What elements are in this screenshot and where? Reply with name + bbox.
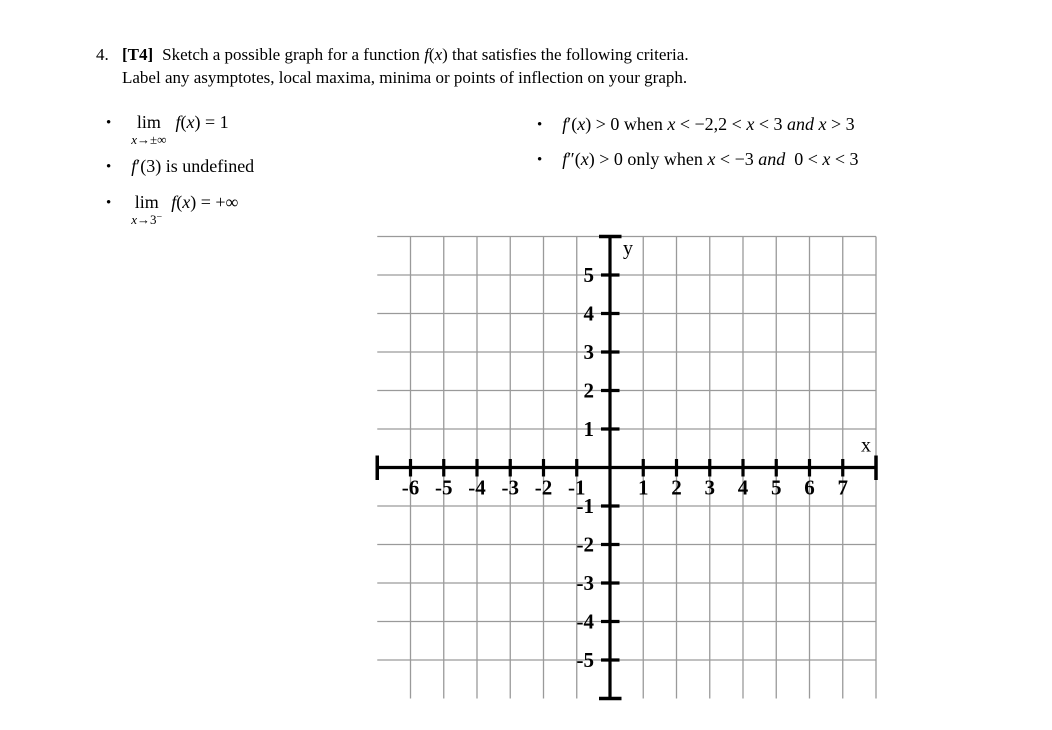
math-text: →±∞ <box>137 132 167 147</box>
math-italic-text: x <box>434 45 443 64</box>
math-text: − <box>156 212 163 223</box>
math-italic-text: and <box>786 114 814 134</box>
y-tick-label: -4 <box>576 609 594 634</box>
x-tick-label: 7 <box>837 475 848 500</box>
x-axis-letter: x <box>861 434 872 457</box>
math-text: ′( <box>567 114 578 134</box>
problem-line-1-text <box>162 45 688 64</box>
x-tick-label: 1 <box>638 475 649 500</box>
math-italic-text: x <box>822 149 831 169</box>
lim-subscript <box>131 133 166 146</box>
math-italic-text: x <box>746 114 755 134</box>
lim-text: lim <box>134 192 159 212</box>
bullet-icon: • <box>537 117 543 133</box>
math-italic-text: x <box>667 114 676 134</box>
problem-number: 4. <box>96 45 109 64</box>
y-tick-label: 4 <box>583 301 594 326</box>
y-tick-label: -2 <box>576 532 594 557</box>
problem-line-2: Label any asymptotes, local maxima, minima or points of inflection on your graph. <box>122 67 688 87</box>
math-italic-text: x <box>182 192 191 212</box>
math-italic-text: x <box>186 112 195 132</box>
math-italic-text: x <box>580 149 589 169</box>
problem-tag: [T4] <box>122 45 154 64</box>
math-text: →3 <box>137 212 157 227</box>
math-text: ) that satisfies the following criteria. <box>442 45 689 64</box>
x-tick-label: -3 <box>501 475 519 500</box>
y-tick-label: 3 <box>583 340 594 364</box>
math-text: < 3 <box>830 149 859 169</box>
math-text: ′(3) is undefined <box>136 156 255 176</box>
y-tick-label: -1 <box>576 494 594 518</box>
math-italic-text: f <box>171 192 177 212</box>
x-tick-label: -2 <box>534 475 553 500</box>
problem-line-1 <box>122 44 842 67</box>
math-italic-text: f <box>424 45 429 64</box>
bullet-icon: • <box>106 159 112 175</box>
math-text: ) = 1 <box>194 112 229 132</box>
math-text: < −3 <box>715 149 759 169</box>
x-tick-label: 6 <box>804 475 815 500</box>
problem-statement <box>122 44 842 89</box>
math-text: ) = +∞ <box>190 192 239 212</box>
math-text: ) > 0 only when <box>588 149 708 169</box>
math-text: ( <box>428 45 435 64</box>
math-text: ( <box>180 112 187 132</box>
bullet-icon: • <box>106 115 112 131</box>
x-tick-label: -4 <box>468 475 486 500</box>
criterion-item <box>106 112 229 146</box>
limit-operator <box>131 193 162 226</box>
criterion-expression <box>131 156 254 176</box>
criterion-expression <box>175 112 228 132</box>
math-text: ) > 0 when <box>585 114 668 134</box>
math-text: Sketch a possible graph for a function <box>162 45 425 64</box>
math-italic-text: x <box>131 212 138 227</box>
criterion-expression <box>171 192 238 212</box>
math-text: > 3 <box>826 114 855 134</box>
lim-text: lim <box>136 112 161 132</box>
criterion-item <box>106 192 238 226</box>
math-italic-text: and <box>758 149 786 169</box>
y-tick-label: -3 <box>576 571 594 595</box>
bullet-icon: • <box>537 152 543 168</box>
y-tick-label: 1 <box>583 417 594 441</box>
coordinate-grid <box>365 225 885 727</box>
math-text: 0 < <box>785 149 823 169</box>
math-text: < −2,2 < <box>675 114 747 134</box>
x-tick-label: 2 <box>671 475 682 500</box>
x-tick-label: -5 <box>435 475 453 500</box>
math-italic-text: f <box>562 149 568 169</box>
x-tick-label: 3 <box>704 475 715 500</box>
math-italic-text: x <box>707 149 716 169</box>
y-tick-label: 5 <box>583 263 594 287</box>
math-italic-text: f <box>175 112 181 132</box>
bullet-icon: • <box>106 195 112 211</box>
math-italic-text: f <box>131 156 137 176</box>
x-tick-label: 5 <box>771 475 782 500</box>
x-tick-label: 4 <box>737 475 749 500</box>
y-tick-label: -5 <box>576 648 594 672</box>
math-text: ( <box>176 192 183 212</box>
criterion-item <box>537 149 859 171</box>
criterion-expression <box>562 149 858 169</box>
limit-operator <box>131 113 166 146</box>
math-italic-text: x <box>818 114 827 134</box>
math-italic-text: x <box>577 114 586 134</box>
criterion-expression <box>562 114 854 134</box>
math-italic-text: f <box>562 114 568 134</box>
math-text: ″( <box>567 149 581 169</box>
criterion-item <box>537 114 855 136</box>
lim-subscript <box>131 213 162 226</box>
y-tick-label: 2 <box>583 378 594 403</box>
y-axis-letter: y <box>623 237 633 260</box>
math-text: < 3 <box>754 114 787 134</box>
x-tick-label: -6 <box>401 475 420 500</box>
x-tick-label: -1 <box>568 475 586 500</box>
math-italic-text: x <box>131 132 138 147</box>
criterion-item <box>106 156 254 178</box>
